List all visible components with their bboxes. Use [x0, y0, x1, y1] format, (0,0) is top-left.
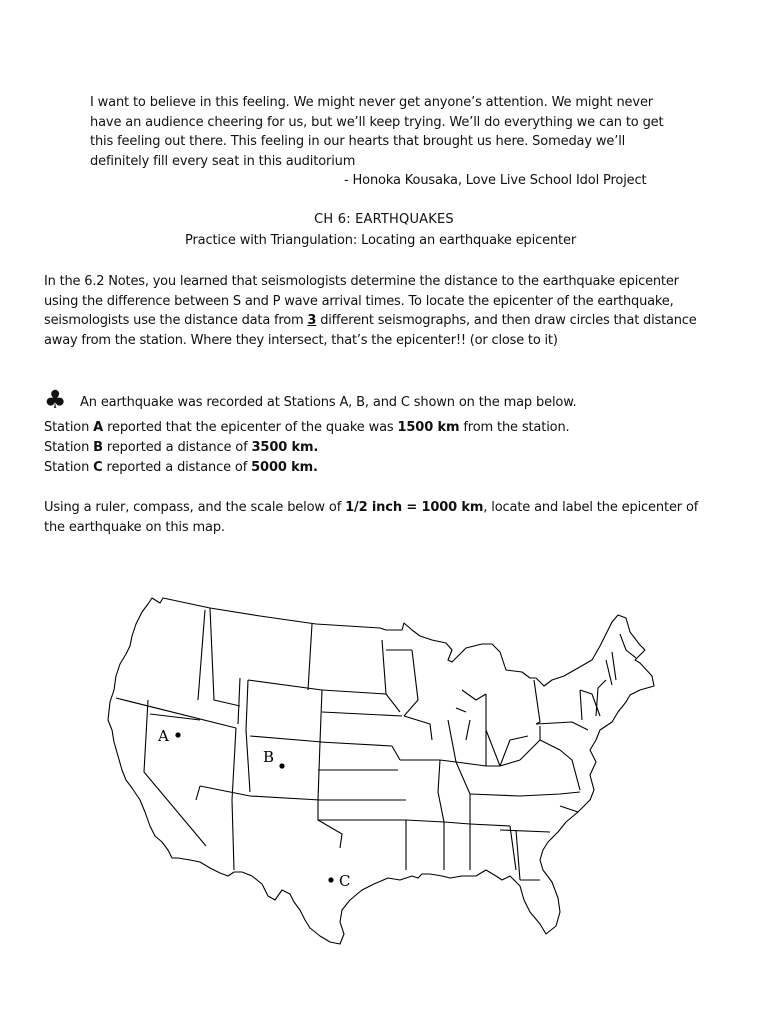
- intro-line: using the difference between S and P wave arrival times. To locate the epicenter of the earthquake,: [44, 293, 674, 309]
- station-b-label: B: [263, 748, 275, 766]
- intro-line: In the 6.2 Notes, you learned that seismologists determine the distance to the earthquake epicenter: [44, 274, 679, 289]
- station-a-label: A: [158, 727, 169, 745]
- station-c-letter: C: [93, 460, 103, 475]
- club-icon: ♣: [44, 385, 67, 414]
- quote-line: I want to believe in this feeling. We might never get anyone’s attention. We might never: [90, 95, 653, 110]
- station-a-info: [44, 420, 570, 435]
- station-word: Station: [44, 420, 90, 435]
- station-a-text: reported that the epicenter of the quake was: [107, 420, 394, 435]
- ruler-instructions: [44, 500, 698, 515]
- station-b-dot: [279, 763, 284, 768]
- quote-line: this feeling out there. This feeling in our hearts that brought us here. Someday we’ll: [90, 134, 626, 149]
- us-border: [108, 598, 654, 944]
- task-recorded: An earthquake was recorded at Stations A, B, and C shown on the map below.: [80, 395, 577, 410]
- station-c-text: reported a distance of: [106, 460, 248, 475]
- station-c-dot: [328, 877, 333, 882]
- intro-line: [44, 311, 744, 331]
- intro-text: different seismographs, and then draw circles that distance: [316, 313, 697, 328]
- station-word: Station: [44, 440, 90, 455]
- intro-line: away from the station. Where they intersect, that’s the epicenter!! (or close to it): [44, 332, 558, 348]
- opening-quote: [90, 93, 690, 171]
- station-c-info: [44, 460, 318, 475]
- intro-text: seismologists use the distance data from: [44, 313, 308, 328]
- scale-text: 1/2 inch = 1000 km: [345, 500, 484, 515]
- station-a: [157, 727, 181, 745]
- station-a-distance: 1500 km: [397, 420, 460, 435]
- us-map: [98, 588, 680, 980]
- station-c-label: C: [339, 872, 351, 890]
- station-c-distance: 5000 km.: [251, 460, 318, 475]
- station-a-dot: [175, 732, 180, 737]
- station-count: 3: [307, 313, 317, 328]
- station-a-post: from the station.: [463, 420, 570, 435]
- us-outline: [108, 598, 654, 944]
- station-b: [263, 748, 285, 769]
- ruler-text: , locate and label the epicenter of: [483, 500, 699, 515]
- station-b-distance: 3500 km.: [251, 440, 319, 455]
- quote-line: have an audience cheering for us, but we’ll keep trying. We’ll do everything we can to get: [90, 114, 664, 130]
- intro-paragraph: [44, 272, 744, 350]
- station-word: Station: [44, 460, 90, 475]
- quote-line: definitely fill every seat in this auditorium: [90, 153, 356, 169]
- station-c: [328, 872, 350, 890]
- chapter-subtitle: Practice with Triangulation: Locating an earthquake epicenter: [185, 233, 577, 248]
- station-a-letter: A: [93, 420, 104, 435]
- station-b-info: [44, 440, 318, 455]
- station-b-text: reported a distance of: [106, 440, 248, 455]
- chapter-title: CH 6: EARTHQUAKES: [314, 212, 454, 227]
- ruler-text: Using a ruler, compass, and the scale below of: [44, 500, 342, 515]
- quote-attribution: - Honoka Kousaka, Love Live School Idol Project: [344, 173, 647, 188]
- ruler-instructions-line2: the earthquake on this map.: [44, 520, 225, 535]
- station-b-letter: B: [93, 440, 103, 455]
